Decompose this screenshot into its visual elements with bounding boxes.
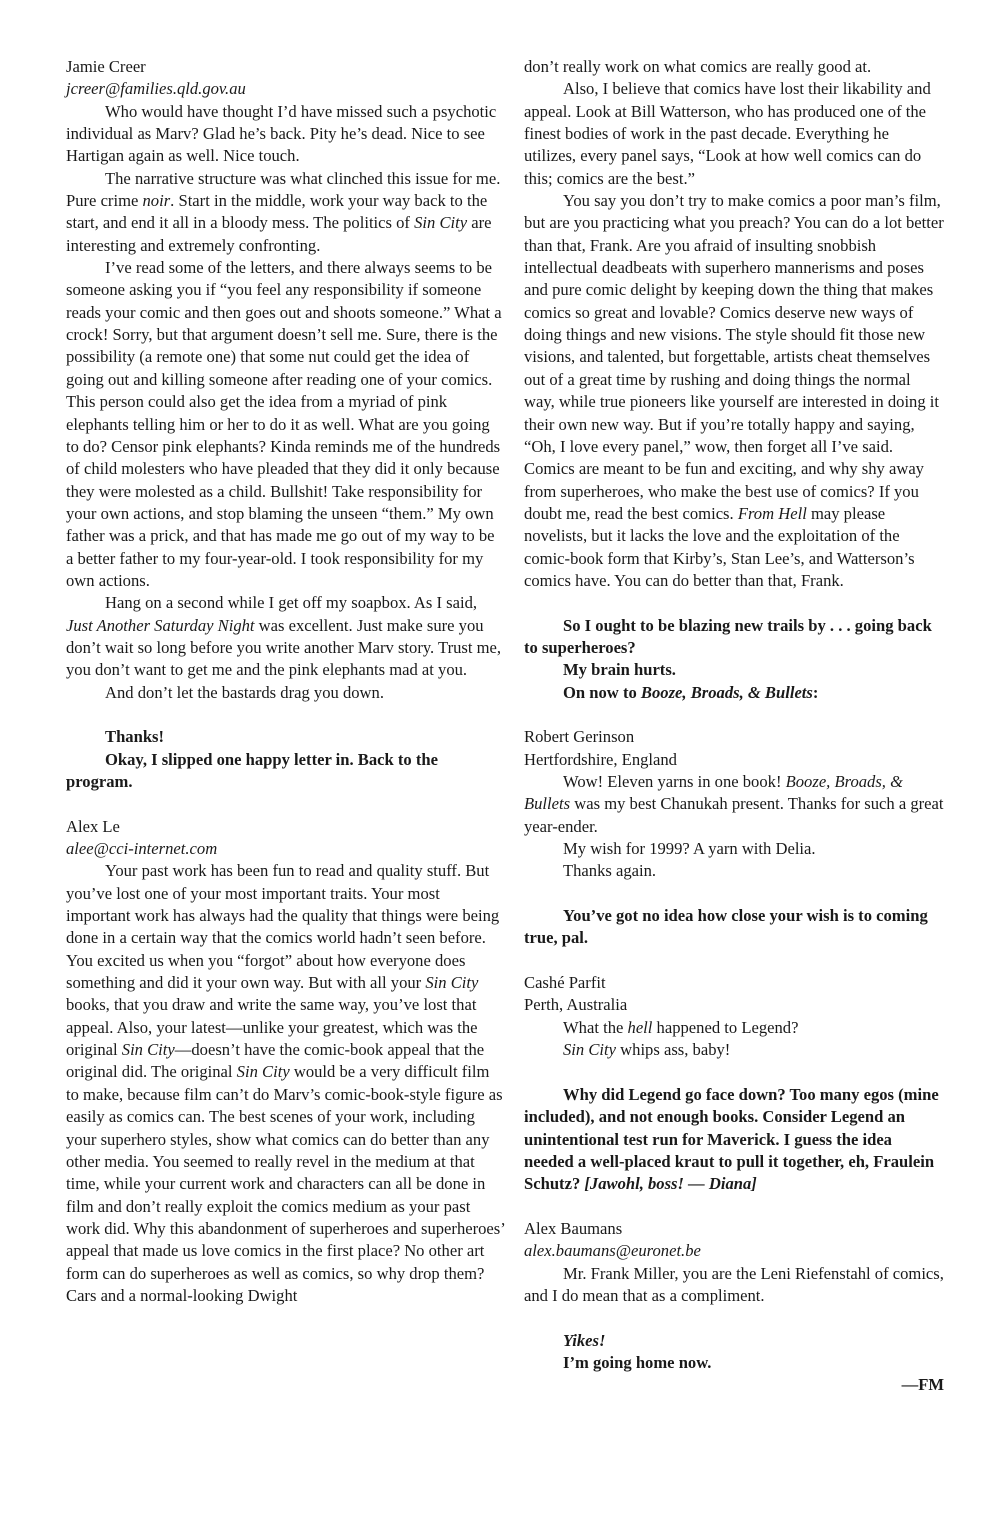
text-run: Who would have thought I’d have missed such a psychotic individual as Marv? Glad he’s back. Pity he’s dead. Nice to see Hartigan again as well. Nice touch. — [66, 101, 497, 166]
text-run: My wish for 1999? A yarn with Delia. — [563, 839, 816, 859]
emphasis-text: noir — [142, 191, 171, 211]
text-run: —doesn’t have the comic-book appeal that the original did. The original — [66, 1040, 485, 1082]
text-run: On now to — [563, 682, 641, 702]
blank-line — [66, 704, 506, 726]
text-run: So I ought to be blazing new trails by . . . going back to superheroes? — [524, 615, 932, 657]
paragraph — [66, 101, 506, 168]
text-run: books, that you draw and write the same way, you’ve lost that appeal. Also, your latest—unlike your greatest, which was the original — [66, 995, 478, 1060]
text-run: whips ass, baby! — [616, 1040, 731, 1060]
sender-email: jcreer@families.qld.gov.au — [66, 79, 246, 99]
editor-signature: —FM — [901, 1375, 944, 1395]
text-run: You say you don’t try to make comics a poor man’s film, but are you practicing what you preach? You can do a lot better than that, Frank. Are you afraid of insulting snobbish intellectual deadbeats with superhero mannerisms and poses and pure comic delight by keeping down the thing that makes comics so great and lovable? Comics deserve new ways of doing things and new visions. The style should fit those new visions, and talented, but forgettable, artists cheat themselves out of a great time by rushing and doing things the normal way, while true pioneers like yourself are interested in doing it their own new way. But if you’re totally happy and saying, “Oh, I love every panel,” wow, then forget all I’ve said. Comics are meant to be fun and exciting, and why shy away from superheroes, who make the best use of comics? If you doubt me, read the best comics. — [524, 191, 944, 523]
paragraph — [524, 659, 944, 681]
emphasis-text: Yikes! — [563, 1330, 606, 1350]
paragraph — [66, 860, 506, 1307]
emphasis-text: Sin City — [563, 1040, 617, 1060]
text-run: don’t really work on what comics are really good at. — [524, 57, 872, 76]
text-run: are interesting and extremely confronting. — [66, 213, 492, 255]
letter-sender: Alex Baumans — [524, 1218, 623, 1238]
paragraph — [524, 615, 944, 660]
blank-line — [524, 1061, 944, 1083]
text-run: Mr. Frank Miller, you are the Leni Riefenstahl of comics, and I do mean that as a compliment. — [524, 1263, 944, 1305]
emphasis-text: Sin City — [236, 1062, 290, 1082]
paragraph — [66, 257, 506, 592]
text-run: Hang on a second while I get off my soapbox. As I said, — [105, 593, 478, 613]
paragraph — [524, 838, 944, 860]
paragraph — [524, 905, 944, 950]
text-run: Also, I believe that comics have lost their likability and appeal. Look at Bill Watterson, who has produced one of the finest bodies of work in the past decade. Everything he utilizes, every panel says, “Look at how well comics can do this; comics are the best.” — [524, 79, 931, 188]
text-run: Thanks! — [105, 727, 165, 747]
paragraph — [524, 1084, 944, 1196]
blank-line — [524, 1307, 944, 1329]
emphasis-text: Sin City — [121, 1040, 175, 1060]
paragraph — [66, 749, 506, 794]
emphasis-text: Booze, Broads, & Bullets — [640, 682, 813, 702]
text-run: What the — [563, 1017, 628, 1037]
paragraph — [524, 1330, 944, 1352]
emphasis-text: [Jawohl, boss! — Diana] — [584, 1174, 757, 1194]
blank-line — [524, 1196, 944, 1218]
paragraph — [66, 592, 506, 681]
letter-sender: Robert Gerinson — [524, 727, 635, 747]
paragraph — [66, 726, 506, 748]
emphasis-text: From Hell — [737, 503, 807, 523]
emphasis-text: Sin City — [414, 213, 468, 233]
paragraph — [524, 78, 944, 190]
text-run: was excellent. Just make sure you don’t wait so long before you write another Marv story. Trust me, you don’t want to get me and the pink elephants mad at you. — [66, 615, 502, 680]
paragraph — [524, 682, 944, 704]
sender-email: alee@cci-internet.com — [66, 839, 218, 859]
text-run: Why did Legend go face down? Too many egos (mine included), and not enough books. Consider Legend an unintentional test run for Maverick. I guess the idea needed a well-placed kraut to pull it together, eh, Fraulein Schutz? — [524, 1084, 939, 1194]
right-column — [524, 56, 944, 1397]
text-run: I’ve read some of the letters, and there always seems to be someone asking you if “you feel any responsibility if someone reads your comic and then goes out and shoots someone.” What a crock! Sorry, but that argument doesn’t sell me. Sure, there is the possibility (a remote one) that some nut could get the idea of going out and killing someone after reading one of your comics. This person could also get the idea from a myriad of pink elephants telling him or her to do it as well. What are you going to do? Censor pink elephants? Kinda reminds me of the hundreds of child molesters who have pleaded that they did it only because they were molested as a child. Bullshit! Take responsibility for your own actions, and stop blaming the unseen “them.” My own father was a prick, and that has made me go out of my way to be a better father to my four-year-old. I took responsibility for my own actions. — [66, 258, 502, 590]
letter-sender: Alex Le — [66, 816, 120, 836]
blank-line — [524, 950, 944, 972]
text-run: My brain hurts. — [563, 660, 676, 680]
paragraph — [524, 860, 944, 882]
paragraph — [524, 1352, 944, 1374]
text-run: happened to Legend? — [652, 1017, 799, 1037]
text-run: And don’t let the bastards drag you down. — [105, 682, 384, 702]
left-column — [66, 56, 506, 1307]
blank-line — [66, 793, 506, 815]
paragraph — [524, 1017, 944, 1039]
letter-sender: Cashé Parfit — [524, 973, 606, 993]
emphasis-text: hell — [627, 1017, 653, 1037]
text-run: : — [812, 682, 819, 702]
text-run: I’m going home now. — [563, 1352, 712, 1372]
letter-sender: Perth, Australia — [524, 995, 628, 1015]
text-run: may please novelists, but it lacks the love and the exploitation of the comic-book form that Kirby’s, Stan Lee’s, and Watterson’s comics have. You can do better than that, Frank. — [524, 503, 915, 590]
sender-email: alex.baumans@euronet.be — [524, 1241, 701, 1261]
paragraph — [524, 1263, 944, 1308]
text-run: Your past work has been fun to read and quality stuff. But you’ve lost one of your most important traits. Your most important work has always had the quality that things were being done in a certain way that the comics world hadn’t seen before. You excited us when you “forgot” about how everyone does something and did it your own way. But with all your — [66, 861, 500, 993]
text-run: The narrative structure was what clinched this issue for me. Pure crime — [66, 168, 501, 211]
paragraph — [66, 168, 506, 257]
emphasis-text: Sin City — [425, 973, 479, 993]
paragraph — [66, 682, 506, 704]
emphasis-text: Booze, Broads, & Bullets — [524, 772, 904, 814]
text-run: Okay, I slipped one happy letter in. Back to the program. — [66, 749, 439, 791]
blank-line — [524, 883, 944, 905]
text-run: would be a very difficult film to make, because film can’t do Marv’s comic-book-style figure as easily as comics can. The best scenes of your work, including your superhero styles, show what comics can do better than any other media. You seemed to really revel in the medium at that time, while your current work and characters can all be done in film and don’t really exploit the comics medium as your past work did. Why this abandonment of superheroes and superheroes’ appeal that made us love comics in the first place? No other art form can do superheroes as well as comics, so why drop them? Cars and a normal-looking Dwight — [66, 1062, 505, 1305]
emphasis-text: Just Another Saturday Night — [66, 615, 255, 635]
text-run: Wow! Eleven yarns in one book! — [563, 772, 786, 791]
paragraph — [524, 1039, 944, 1061]
text-run: . Start in the middle, work your way back to the start, and end it all in a bloody mess. The politics of — [66, 191, 488, 233]
paragraph — [524, 56, 944, 78]
text-run: You’ve got no idea how close your wish is to coming true, pal. — [524, 906, 928, 948]
text-run: was my best Chanukah present. Thanks for such a great year-ender. — [524, 794, 944, 836]
paragraph — [524, 190, 944, 592]
paragraph — [524, 771, 944, 838]
letter-sender: Jamie Creer — [66, 57, 146, 76]
text-run: Thanks again. — [563, 861, 657, 881]
blank-line — [524, 704, 944, 726]
letter-sender: Hertfordshire, England — [524, 749, 677, 769]
blank-line — [524, 592, 944, 614]
